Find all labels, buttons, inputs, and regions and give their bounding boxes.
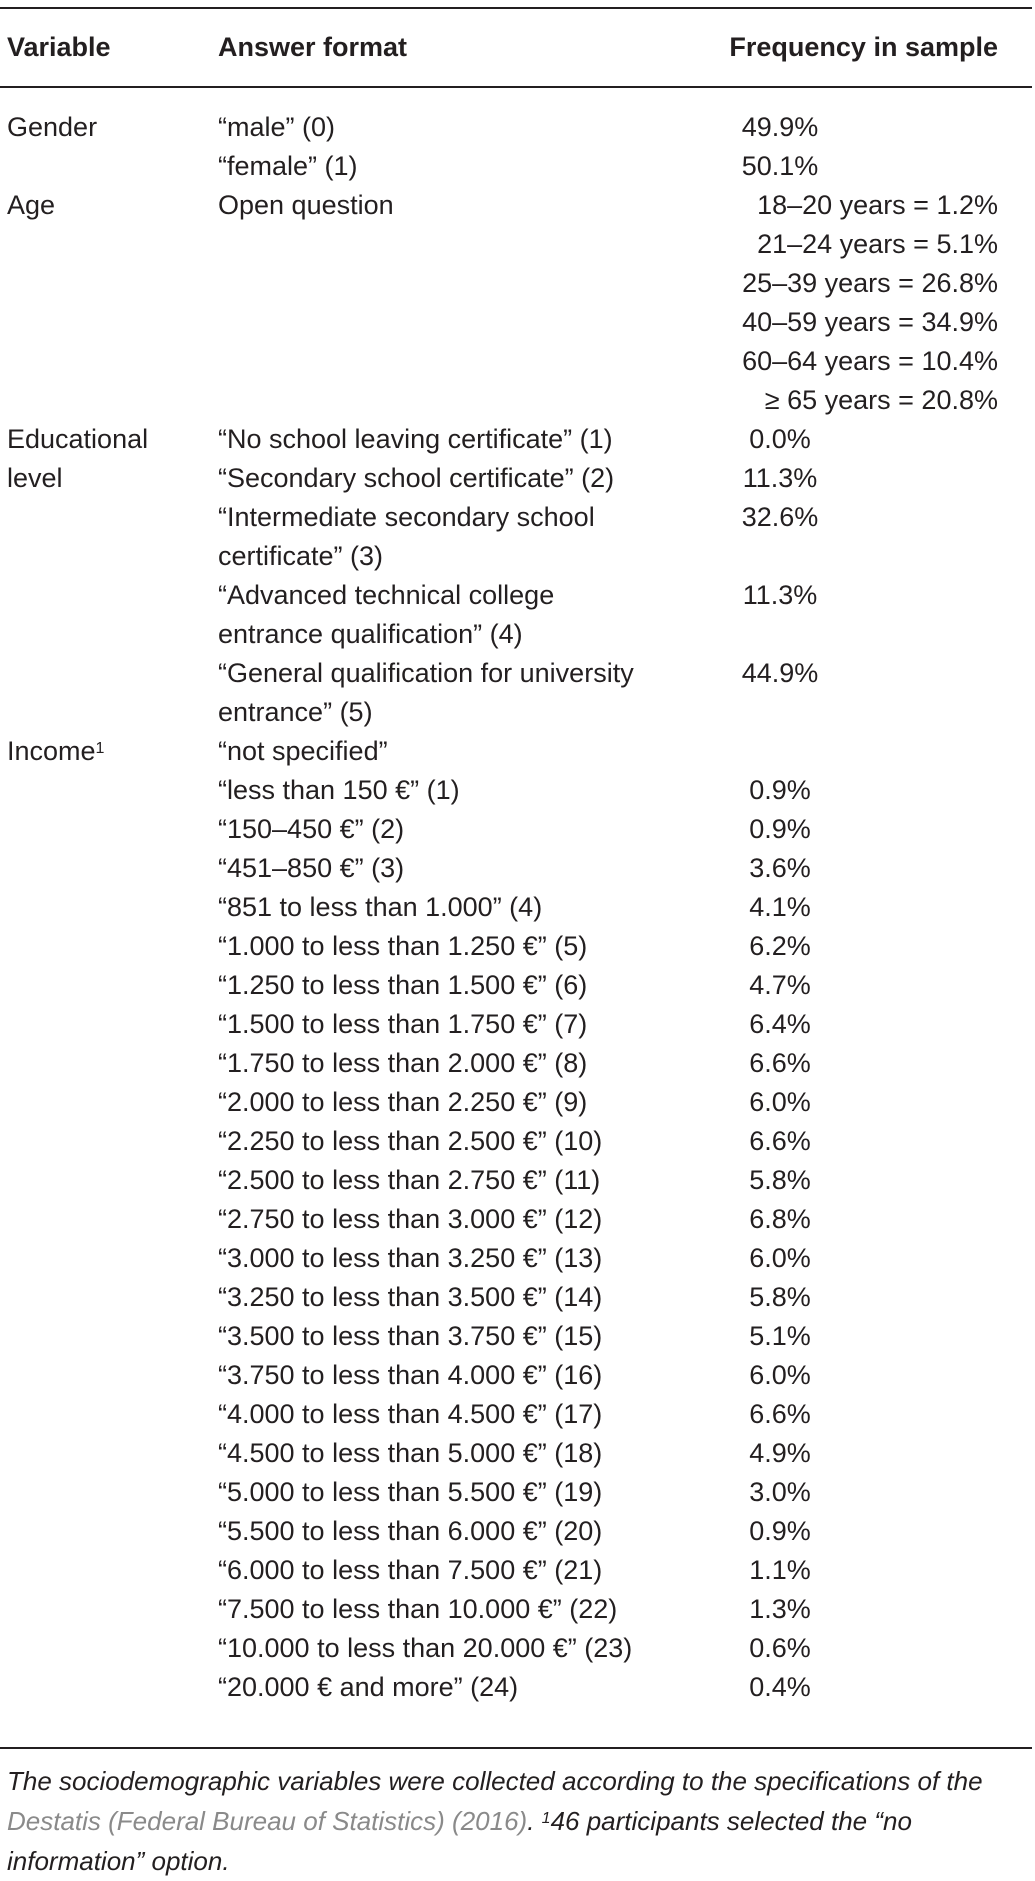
answer-cell: “2.000 to less than 2.250 €” (9) [218,1087,588,1117]
frequency-cell: 5.8% [749,1165,811,1195]
frequency-cell: 3.6% [749,853,811,883]
answer-cell: “2.250 to less than 2.500 €” (10) [218,1126,603,1156]
answer-cell: “5.000 to less than 5.500 €” (19) [218,1477,603,1507]
frequency-cell: 6.6% [749,1126,811,1156]
header-frequency: Frequency in sample [729,32,998,62]
age-range: 21–24 years = 5.1% [757,229,998,259]
frequency-cell: 11.3% [742,580,818,610]
frequency-cell: 0.9% [749,814,811,844]
answer-cell: “1.250 to less than 1.500 €” (6) [218,970,588,1000]
answer-cell: “3.750 to less than 4.000 €” (16) [218,1360,603,1390]
frequency-cell: 49.9% [741,112,819,142]
answer-cell: “3.000 to less than 3.250 €” (13) [218,1243,603,1273]
answer-cell: “2.500 to less than 2.750 €” (11) [218,1165,601,1195]
frequency-cell: 1.1% [749,1555,811,1585]
answer-cell: “Secondary school certificate” (2) [218,463,615,493]
footnote-marker: 1 [541,1810,551,1827]
header-rule [0,86,1032,88]
frequency-cell: 6.4% [749,1009,811,1039]
header-variable: Variable [7,32,111,62]
variable-age: Age [7,190,56,220]
variable-education: Educational [7,424,149,454]
answer-cell: “150–450 €” (2) [218,814,405,844]
answer-cell-cont: certificate” (3) [218,541,384,571]
table-footnote [7,1761,1027,1881]
variable-gender: Gender [7,112,98,142]
answer-cell: “851 to less than 1.000” (4) [218,892,543,922]
frequency-cell: 0.9% [749,1516,811,1546]
footnote-text: 46 participants selected the “no [550,1806,912,1836]
age-range: 25–39 years = 26.8% [742,268,998,298]
answer-cell: Open question [218,190,394,220]
age-range: ≥ 65 years = 20.8% [764,385,998,415]
footnote-text: information” option. [7,1846,230,1876]
answer-cell: “1.000 to less than 1.250 €” (5) [218,931,588,961]
frequency-cell: 50.1% [741,151,819,181]
age-range: 18–20 years = 1.2% [757,190,998,220]
footnote-text: . [527,1806,542,1836]
variable-education-line2: level [7,463,63,493]
answer-cell: “male” (0) [218,112,336,142]
frequency-cell: 6.2% [749,931,811,961]
frequency-cell: 5.1% [749,1321,811,1351]
frequency-cell: 44.9% [741,658,819,688]
footnote-text: The sociodemographic variables were collected according to the specifications of the [7,1766,983,1796]
answer-cell: “6.000 to less than 7.500 €” (21) [218,1555,603,1585]
answer-cell: “Advanced technical college [218,580,555,610]
frequency-cell: 4.1% [749,892,811,922]
header-answer-format: Answer format [218,32,408,62]
frequency-cell: 0.4% [749,1672,811,1702]
top-rule [0,7,1032,9]
answer-cell: “4.000 to less than 4.500 €” (17) [218,1399,603,1429]
frequency-cell: 0.6% [749,1633,811,1663]
answer-cell: “5.500 to less than 6.000 €” (20) [218,1516,603,1546]
frequency-cell: 6.0% [749,1360,811,1390]
answer-cell: “1.750 to less than 2.000 €” (8) [218,1048,588,1078]
frequency-cell: 6.8% [749,1204,811,1234]
frequency-cell: 32.6% [741,502,819,532]
frequency-cell: 6.6% [749,1048,811,1078]
answer-cell: “female” (1) [218,151,358,181]
answer-cell: “7.500 to less than 10.000 €” (22) [218,1594,618,1624]
answer-cell: “General qualification for university [218,658,634,688]
bottom-rule [0,1747,1032,1749]
answer-cell: “451–850 €” (3) [218,853,405,883]
answer-cell: “4.500 to less than 5.000 €” (18) [218,1438,603,1468]
answer-cell: “20.000 € and more” (24) [218,1672,519,1702]
frequency-cell: 0.9% [749,775,811,805]
variable-income: Income$^1$ [7,736,105,766]
frequency-cell: 6.6% [749,1399,811,1429]
answer-cell: “10.000 to less than 20.000 €” (23) [218,1633,633,1663]
frequency-cell: 5.8% [749,1282,811,1312]
answer-cell: “Intermediate secondary school [218,502,595,532]
answer-cell: “2.750 to less than 3.000 €” (12) [218,1204,603,1234]
footnote-marker: 1 [95,740,105,757]
frequency-cell: 6.0% [749,1243,811,1273]
destatis-citation-link[interactable]: Destatis (Federal Bureau of Statistics) (2016) [7,1806,528,1836]
age-range: 40–59 years = 34.9% [742,307,998,337]
answer-cell: “3.500 to less than 3.750 €” (15) [218,1321,603,1351]
frequency-cell: 4.7% [749,970,811,1000]
frequency-cell: 3.0% [749,1477,811,1507]
answer-cell: “not specified” [218,736,388,766]
frequency-cell: 1.3% [749,1594,811,1624]
answer-cell: “3.250 to less than 3.500 €” (14) [218,1282,603,1312]
answer-cell: “1.500 to less than 1.750 €” (7) [218,1009,588,1039]
answer-cell: “less than 150 €” (1) [218,775,460,805]
frequency-cell: 6.0% [749,1087,811,1117]
frequency-cell: 0.0% [749,424,811,454]
age-range: 60–64 years = 10.4% [742,346,998,376]
answer-cell-cont: entrance qualification” (4) [218,619,523,649]
frequency-cell [780,734,781,768]
frequency-cell: 4.9% [749,1438,811,1468]
frequency-cell: 11.3% [742,463,818,493]
answer-cell: “No school leaving certificate” (1) [218,424,613,454]
answer-cell-cont: entrance” (5) [218,697,373,727]
